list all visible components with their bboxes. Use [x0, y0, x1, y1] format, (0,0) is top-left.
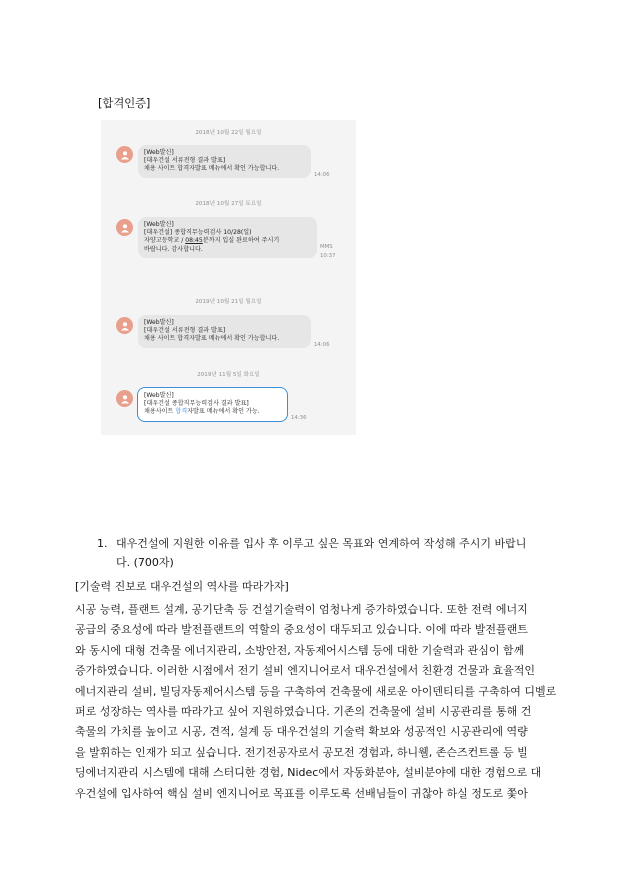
message-time: 14:36	[291, 415, 307, 421]
person-icon	[120, 394, 130, 404]
date-separator: 2019년 10월 21일 월요일	[195, 299, 262, 305]
avatar	[116, 317, 133, 334]
sms-screenshot	[101, 120, 356, 435]
message-time: 14:06	[314, 342, 330, 348]
message-line	[144, 237, 311, 245]
essay-line: 시공 능력, 플랜트 설계, 공기단축 등 건설기술력이 엄청나게 증가하였습니다. 또한 전력 에너지	[75, 603, 528, 616]
essay-line: 에너지관리 설비, 빌딩자동제어시스템 등을 구축하여 건축물에 새로운 아이덴티티를 구축하여 디벨로	[75, 684, 557, 698]
avatar	[116, 390, 133, 407]
highlighted-word: 합격	[175, 408, 188, 416]
essay-line: 증가하였습니다. 이러한 시점에서 전기 설비 엔지니어로서 대우건설에서 친환경 건물과 효율적인	[75, 664, 536, 678]
person-icon	[120, 150, 130, 160]
message-text: 채용사이트	[144, 408, 176, 416]
message-line: [대우건설 종합직무능력검사 결과 발표]	[144, 400, 249, 408]
avatar	[116, 219, 133, 236]
essay-subtitle: [기술력 진보로 대우건설의 역사를 따라가자]	[75, 580, 289, 593]
date-separator: 2018년 10월 27일 토요일	[195, 201, 262, 207]
question-text	[116, 534, 560, 572]
message-time: 14:06	[314, 172, 330, 178]
message-line: [Web발신]	[144, 149, 174, 156]
message-text: 자발표 메뉴에서 확인 가능.	[187, 408, 260, 416]
page-heading: [합격인증]	[98, 96, 151, 110]
essay-body	[75, 600, 555, 804]
essay-line: 축물의 가치를 높이고 시공, 견적, 설계 등 대우건설의 기술력 확보와 성공적인 시공관리에 역량	[75, 725, 528, 739]
message-time: 10:37	[320, 253, 336, 259]
message-line: 바랍니다. 감사합니다.	[144, 245, 203, 253]
message-line: [Web발신]	[144, 221, 174, 228]
message-text: 분까지 입실 완료하여 주시기	[202, 237, 280, 245]
question-line: 대우건설에 지원한 이유를 입사 후 이루고 싶은 목표와 연계하여 작성해 주시기 바랍니	[116, 537, 527, 550]
date-separator: 2018년 10월 22일 월요일	[195, 130, 262, 136]
date-separator: 2019년 11월 5일 화요일	[197, 372, 260, 378]
message-line: [대우건설 서류전형 결과 발표]	[144, 157, 226, 165]
person-icon	[120, 223, 130, 233]
essay-line: 딩에너지관리 시스템에 대해 스터디한 경험, Nidec에서 자동화분야, 설비분야에 대한 경험으로 대	[75, 766, 542, 780]
essay-line: 퍼로 성장하는 역사를 따라가고 싶어 지원하였습니다. 기존의 건축물에 설비 시공관리를 통해 건	[75, 705, 532, 719]
avatar	[116, 146, 133, 163]
essay-line: 공급의 중요성에 따라 발전플랜트의 역할의 중요성이 대두되고 있습니다. 이에 따라 발전플랜트	[75, 623, 528, 637]
message-text: 자양고등학교 /	[144, 237, 186, 245]
essay-line: 우건설에 입사하여 핵심 설비 엔지니어로 목표를 이루도록 선배님들이 귀찮아 하실 정도로 쫓아	[75, 786, 528, 800]
message-line: [Web발신]	[144, 392, 174, 399]
message-type-label: MMS	[320, 244, 333, 250]
question-line: 다. (700자)	[116, 556, 174, 569]
message-line: 채용 사이트 합격자발표 메뉴에서 확인 가능합니다.	[144, 165, 280, 173]
person-icon	[120, 321, 130, 331]
message-line: 채용 사이트 합격자발표 메뉴에서 확인 가능합니다.	[144, 335, 280, 343]
essay-line: 을 발휘하는 인재가 되고 싶습니다. 전기전공자로서 공모전 경험과, 하니웰, 존슨즈컨트롤 등 빌	[75, 745, 528, 759]
message-bubble-selected[interactable]	[137, 387, 288, 422]
message-bubble	[138, 145, 311, 178]
question-number: 1.	[97, 537, 108, 550]
message-line: [대우건설] 종합직무능력검사 10/28(일)	[144, 229, 252, 237]
message-line: [Web발신]	[144, 319, 174, 326]
message-line: [대우건설 서류전형 결과 발표]	[144, 327, 226, 335]
message-bubble	[138, 315, 311, 348]
message-line	[144, 408, 281, 416]
message-bubble	[138, 217, 317, 258]
time-link[interactable]: 08:45	[185, 237, 203, 245]
essay-line: 와 동시에 대형 건축물 에너지관리, 소방안전, 자동제어시스템 등에 대한 기술력과 관심이 함께	[75, 643, 525, 657]
